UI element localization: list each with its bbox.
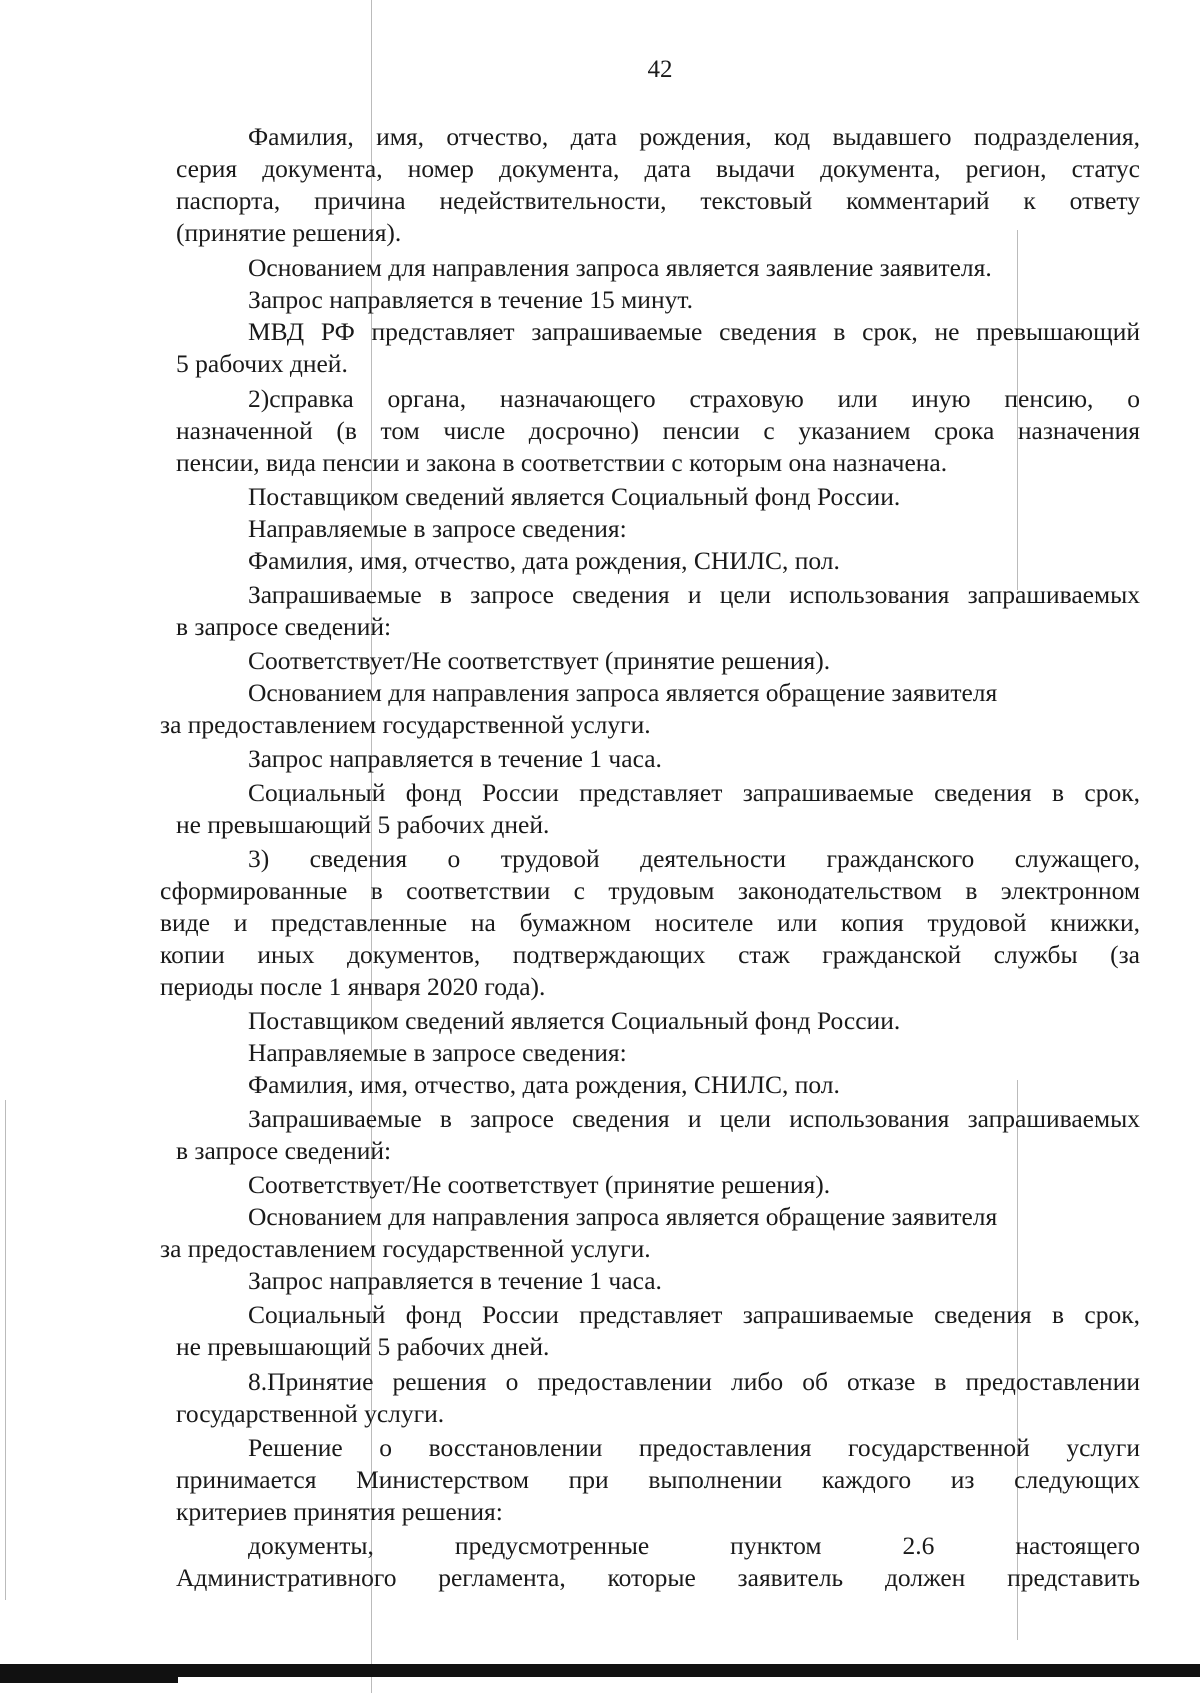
text-line: Направляемые в запросе сведения:: [248, 514, 627, 543]
text-line: Запрашиваемые в запросе сведения и цели использования запрашиваемых: [248, 580, 1140, 609]
text-line: принимается Министерством при выполнении каждого из следующих: [176, 1465, 1140, 1494]
text-line: Социальный фонд России представляет запрашиваемые сведения в срок,: [248, 778, 1140, 807]
text-line: Соответствует/Не соответствует (принятие решения).: [248, 1170, 831, 1199]
text-line: Решение о восстановлении предоставления государственной услуги: [248, 1433, 1140, 1462]
text-line: Административного регламента, которые заявитель должен представить: [176, 1563, 1140, 1592]
text-line: в запросе сведений:: [176, 612, 392, 641]
text-line: периоды после 1 января 2020 года).: [160, 972, 546, 1001]
text-line: 5 рабочих дней.: [176, 349, 348, 378]
text-line: 3) сведения о трудовой деятельности гражданского служащего,: [248, 844, 1140, 873]
text-line: виде и представленные на бумажном носителе или копия трудовой книжки,: [160, 908, 1140, 937]
text-line: в запросе сведений:: [176, 1136, 392, 1165]
text-line: государственной услуги.: [176, 1399, 445, 1428]
page-number: 42: [647, 56, 673, 83]
scan-artifact-line: [371, 0, 372, 1693]
text-line: назначенной (в том числе досрочно) пенсии с указанием срока назначения: [176, 416, 1140, 445]
text-line: пенсии, вида пенсии и закона в соответствии с которым она назначена.: [176, 448, 948, 477]
text-line: серия документа, номер документа, дата выдачи документа, регион, статус: [176, 154, 1140, 183]
text-line: 2)справка органа, назначающего страховую или иную пенсию, о: [248, 384, 1140, 413]
text-line: Основанием для направления запроса является обращение заявителя: [248, 1202, 998, 1231]
scan-bottom-border: [0, 1664, 1200, 1677]
text-line: Основанием для направления запроса является обращение заявителя: [248, 678, 998, 707]
scan-artifact-line: [1017, 1080, 1018, 1640]
scan-artifact-line: [1017, 230, 1018, 590]
text-line: Фамилия, имя, отчество, дата рождения, СНИЛС, пол.: [248, 546, 840, 575]
text-line: Поставщиком сведений является Социальный фонд России.: [248, 482, 901, 511]
text-line: Запрос направляется в течение 15 минут.: [248, 285, 693, 314]
text-line: 8.Принятие решения о предоставлении либо об отказе в предоставлении: [248, 1367, 1140, 1396]
text-line: Социальный фонд России представляет запрашиваемые сведения в срок,: [248, 1300, 1140, 1329]
text-line: копии иных документов, подтверждающих стаж гражданской службы (за: [160, 940, 1140, 969]
text-line: Запрос направляется в течение 1 часа.: [248, 744, 662, 773]
text-line: МВД РФ представляет запрашиваемые сведения в срок, не превышающий: [248, 317, 1140, 346]
text-line: Направляемые в запросе сведения:: [248, 1038, 627, 1067]
text-line: Основанием для направления запроса является заявление заявителя.: [248, 253, 992, 282]
text-line: (принятие решения).: [176, 218, 402, 247]
text-line: не превышающий 5 рабочих дней.: [176, 1332, 550, 1361]
text-line: Соответствует/Не соответствует (принятие решения).: [248, 646, 831, 675]
text-line: Фамилия, имя, отчество, дата рождения, код выдавшего подразделения,: [248, 122, 1140, 151]
text-line: документы, предусмотренные пунктом 2.6 настоящего: [248, 1531, 1140, 1560]
text-line: Запрос направляется в течение 1 часа.: [248, 1266, 662, 1295]
text-line: Фамилия, имя, отчество, дата рождения, СНИЛС, пол.: [248, 1070, 840, 1099]
text-line: за предоставлением государственной услуги.: [160, 710, 651, 739]
text-line: Поставщиком сведений является Социальный фонд России.: [248, 1006, 901, 1035]
text-line: не превышающий 5 рабочих дней.: [176, 810, 550, 839]
scan-bottom-border: [0, 1677, 178, 1683]
scan-artifact-line: [5, 1100, 6, 1600]
text-line: за предоставлением государственной услуги.: [160, 1234, 651, 1263]
text-line: Запрашиваемые в запросе сведения и цели использования запрашиваемых: [248, 1104, 1140, 1133]
text-line: паспорта, причина недействительности, текстовый комментарий к ответу: [176, 186, 1140, 215]
text-line: критериев принятия решения:: [176, 1497, 503, 1526]
text-line: сформированные в соответствии с трудовым законодательством в электронном: [160, 876, 1140, 905]
